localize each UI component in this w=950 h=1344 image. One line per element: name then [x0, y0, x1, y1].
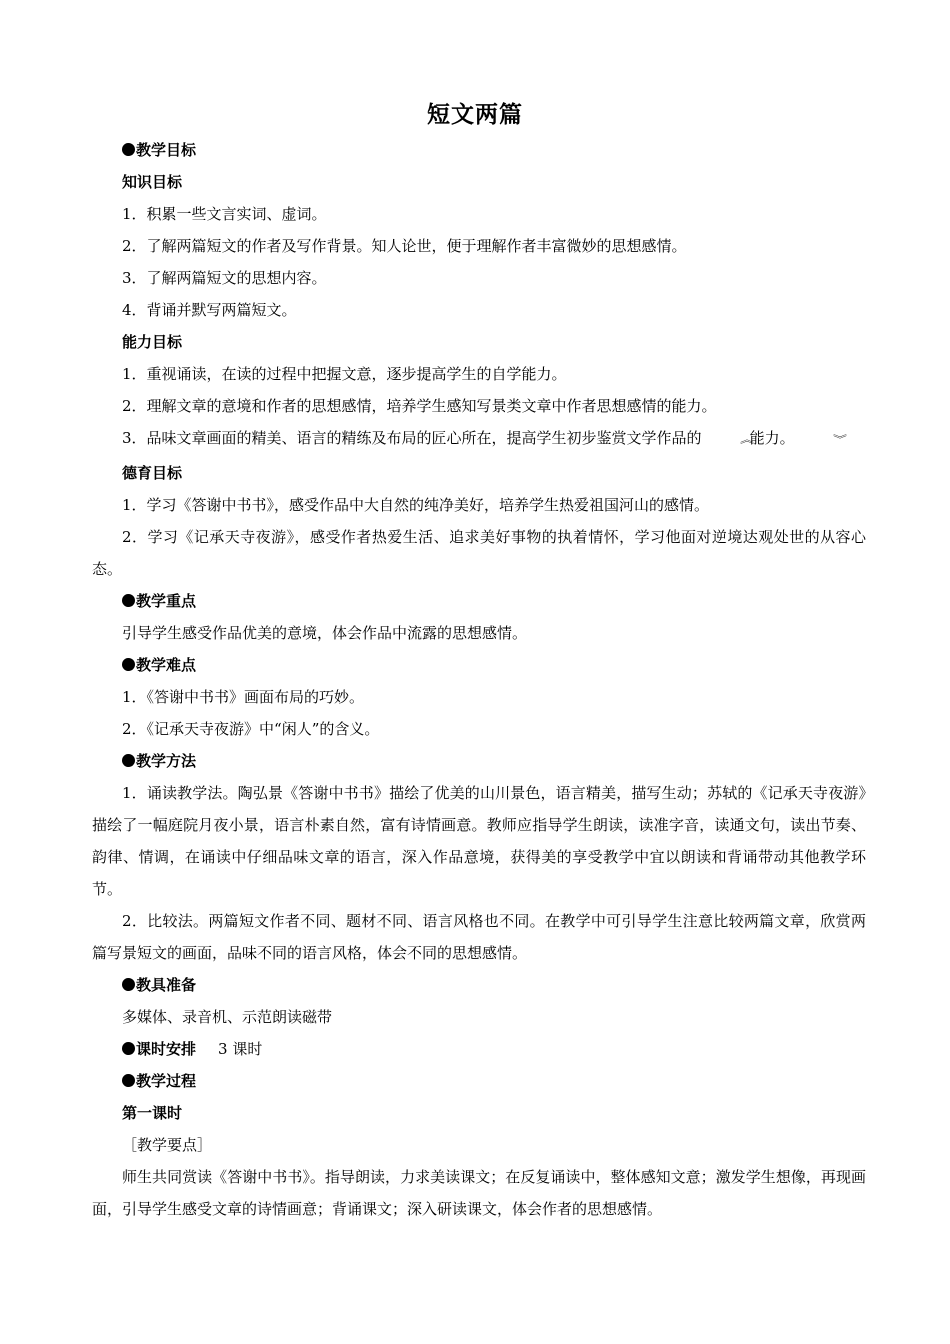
list-item: 2．学习《记承天寺夜游》，感受作者热爱生活、追求美好事物的执着情怀，学习他面对逆境达观处世的从容心态。 — [92, 528, 866, 578]
bullet-icon — [122, 754, 135, 767]
subheading-lesson-one: 第一课时 — [122, 1104, 183, 1122]
expand-mark-icon: ︾ — [832, 435, 847, 446]
list-item: 3．了解两篇短文的思想内容。 — [122, 269, 327, 287]
list-item: 1．学习《答谢中书书》，感受作品中大自然的纯净美好，培养学生热爱祖国河山的感情。 — [122, 496, 710, 514]
page-title: 短文两篇 — [427, 102, 523, 128]
section-heading-goals: 教学目标 — [92, 134, 866, 166]
list-item: 3．品味文章画面的精美、语言的精练及布局的匠心所在，提高学生初步鉴赏文学作品的 ︽能力。 ︾ — [92, 422, 866, 457]
list-item: 1．《答谢中书书》画面布局的巧妙。 — [122, 688, 365, 706]
document-body — [92, 134, 866, 1225]
subheading-ability: 能力目标 — [122, 333, 183, 351]
bullet-icon — [122, 594, 135, 607]
section-heading-key-points: 教学重点 — [92, 585, 866, 617]
section-heading-process: 教学过程 — [92, 1065, 866, 1097]
schedule-hours: 3 课时 — [218, 1040, 263, 1058]
section-heading-methods: 教学方法 — [92, 745, 866, 777]
section-heading-tools: 教具准备 — [92, 969, 866, 1001]
list-item: 1．诵读教学法。陶弘景《答谢中书书》描绘了优美的山川景色，语言精美，描写生动；苏轼的《记承天寺夜游》描绘了一幅庭院月夜小景，语言朴素自然，富有诗情画意。教师应指导学生朗读，读准字音，读通文句，读出节奏、韵律、情调，在诵读中仔细品味文章的语言，深入作品意境，获得美的享受教学中宜以朗读和背诵带动其他教学环节。 — [92, 784, 866, 898]
bullet-icon — [122, 1042, 135, 1055]
paragraph: 引导学生感受作品优美的意境，体会作品中流露的思想感情。 — [122, 624, 528, 642]
section-heading-difficulties: 教学难点 — [92, 649, 866, 681]
bullet-icon — [122, 658, 135, 671]
list-item: 1．积累一些文言实词、虚词。 — [122, 205, 327, 223]
section-heading-schedule: 课时安排 3 课时 — [92, 1033, 866, 1065]
bullet-icon — [122, 978, 135, 991]
list-item: 2．比较法。两篇短文作者不同、题材不同、语言风格也不同。在教学中可引导学生注意比较两篇文章，欣赏两篇写景短文的画面，品味不同的语言风格，体会不同的思想感情。 — [92, 912, 866, 962]
subheading-moral: 德育目标 — [122, 464, 183, 482]
subheading-knowledge: 知识目标 — [122, 173, 183, 191]
list-item: 4．背诵并默写两篇短文。 — [122, 301, 297, 319]
subheading-key-points: ［教学要点］ — [122, 1136, 213, 1154]
list-item: 2．理解文章的意境和作者的思想感情，培养学生感知写景类文章中作者思想感情的能力。 — [122, 397, 717, 415]
list-item: 1．重视诵读，在读的过程中把握文意，逐步提高学生的自学能力。 — [122, 365, 567, 383]
list-item: 2．《记承天寺夜游》中“闲人”的含义。 — [122, 720, 380, 738]
paragraph: 师生共同赏读《答谢中书书》。指导朗读，力求美读课文；在反复诵读中，整体感知文意；激发学生想像，再现画面，引导学生感受文章的诗情画意；背诵课文；深入研读课文，体会作者的思想感情。 — [92, 1168, 866, 1218]
collapse-mark-icon: ︽ — [739, 435, 754, 446]
bullet-icon — [122, 143, 135, 156]
paragraph: 多媒体、录音机、示范朗读磁带 — [122, 1008, 333, 1026]
list-item: 2．了解两篇短文的作者及写作背景。知人论世，便于理解作者丰富微妙的思想感情。 — [122, 237, 687, 255]
bullet-icon — [122, 1074, 135, 1087]
